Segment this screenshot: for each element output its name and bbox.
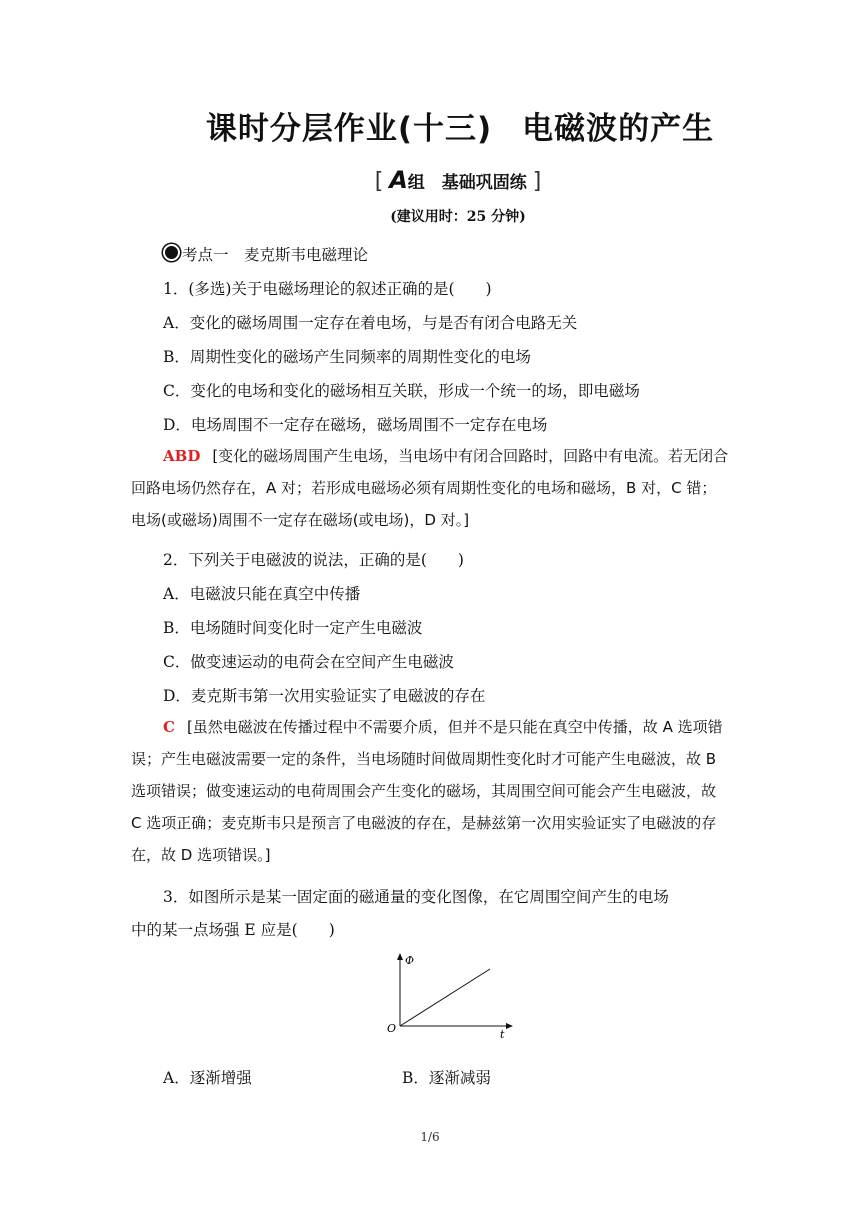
knowledge-point-heading bbox=[163, 243, 368, 265]
group-letter: A bbox=[389, 166, 408, 194]
group-heading bbox=[0, 166, 860, 194]
q3-option-b: B．逐渐减弱 bbox=[402, 1069, 491, 1087]
kp-label: 考点一 麦克斯韦电磁理论 bbox=[182, 246, 369, 264]
q1-answer bbox=[131, 440, 731, 536]
q1-option-c: C．变化的电场和变化的磁场相互关联，形成一个统一的场，即电磁场 bbox=[163, 382, 640, 400]
page-number: 1/6 bbox=[420, 1130, 440, 1144]
q1-option-a: A．变化的磁场周围一定存在着电场，与是否有闭合电路无关 bbox=[163, 314, 578, 332]
q2-explanation: [虽然电磁波在传播过程中不需要介质，但并不是只能在真空中传播，故 A 选项错误；产生电磁波需要一定的条件，当电场随时间做周期性变化时才可能产生电磁波，故 B 选项错误；做变速运动的电荷周围会产生变化的磁场，其周围空间可能会产生电磁波，故 C 选项正确；麦克斯韦只是预言了电磁波的存在，是赫兹第一次用实验证实了电磁波的存在，故 D 选项错误。] bbox=[131, 718, 723, 864]
flux-line bbox=[400, 969, 490, 1026]
q1-answer-key: ABD bbox=[163, 447, 201, 465]
bullet-icon bbox=[163, 244, 180, 261]
q2-option-b: B．电场随时间变化时一定产生电磁波 bbox=[163, 619, 423, 637]
q1-option-b: B．周期性变化的磁场产生同频率的周期性变化的电场 bbox=[163, 348, 531, 366]
q2-option-c: C．做变速运动的电荷会在空间产生电磁波 bbox=[163, 653, 454, 671]
time-hint: (建议用时：25 分钟) bbox=[390, 209, 526, 225]
y-axis-label: Φ bbox=[405, 954, 415, 967]
q2-option-a: A．电磁波只能在真空中传播 bbox=[163, 585, 361, 603]
q1-explanation: [变化的磁场周围产生电场，当电场中有闭合回路时，回路中有电流。若无闭合回路电场仍然存在，A 对；若形成电磁场必须有周期性变化的电场和磁场，B 对，C 错；电场(或磁场)周围不一定存在磁场(或电场)，D 对。] bbox=[131, 447, 729, 529]
flux-time-graph bbox=[368, 950, 518, 1040]
q2-option-d: D．麦克斯韦第一次用实验证实了电磁波的存在 bbox=[163, 687, 486, 705]
q1-stem: 1．(多选)关于电磁场理论的叙述正确的是( ) bbox=[163, 280, 492, 298]
title-main: 课时分层作业(十三) bbox=[205, 111, 493, 147]
x-axis-arrow bbox=[506, 1023, 513, 1029]
bracket-left: [ bbox=[374, 169, 384, 194]
q2-stem: 2．下列关于电磁波的说法，正确的是( ) bbox=[163, 551, 464, 569]
q2-answer-key: C bbox=[163, 718, 175, 736]
y-axis-arrow bbox=[397, 953, 403, 960]
title-sub: 电磁波的产生 bbox=[522, 111, 715, 147]
q3-stem-line2: 中的某一点场强 E 应是( ) bbox=[131, 921, 335, 939]
x-axis-label: t bbox=[500, 1028, 505, 1040]
group-label: 组 基础巩固练 bbox=[407, 173, 527, 193]
q2-answer bbox=[131, 711, 731, 871]
page-title bbox=[0, 103, 860, 148]
bracket-right: ] bbox=[532, 169, 542, 194]
q3-stem-line1: 3．如图所示是某一固定面的磁通量的变化图像，在它周围空间产生的电场 bbox=[163, 888, 669, 906]
q1-option-d: D．电场周围不一定存在磁场，磁场周围不一定存在电场 bbox=[163, 416, 548, 434]
q3-option-a: A．逐渐增强 bbox=[163, 1069, 252, 1087]
origin-label: O bbox=[387, 1022, 397, 1035]
